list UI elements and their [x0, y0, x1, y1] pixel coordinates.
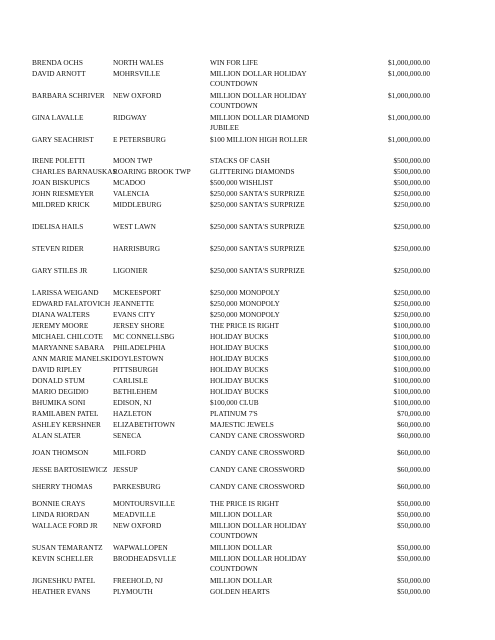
winner-name: GARY SEACHRIST: [32, 135, 94, 144]
winner-row: [0, 354, 495, 365]
winner-city: MIDDLEBURG: [113, 200, 162, 209]
winner-row: [0, 167, 495, 178]
winner-name: JOAN THOMSON: [32, 448, 89, 457]
winner-city: BRODHEADSVLLE: [113, 554, 177, 563]
winner-name: SHERRY THOMAS: [32, 482, 93, 491]
game-name: $250,000 SANTA'S SURPRIZE: [210, 222, 305, 231]
winner-name: LINDA RIORDAN: [32, 510, 90, 519]
winner-name: RAMILABEN PATEL: [32, 409, 99, 418]
game-name: THE PRICE IS RIGHT: [210, 499, 280, 508]
winner-row: [0, 310, 495, 321]
winner-row: [0, 189, 495, 200]
winner-city: FREEHOLD, NJ: [113, 576, 163, 585]
prize-amount: $100,000.00: [393, 332, 430, 341]
prize-amount: $60,000.00: [397, 448, 430, 457]
winner-row: [0, 200, 495, 211]
game-name: CANDY CANE CROSSWORD: [210, 482, 305, 491]
game-name: CANDY CANE CROSSWORD: [210, 431, 305, 440]
winner-city: EVANS CITY: [113, 310, 156, 319]
game-name: HOLIDAY BUCKS: [210, 343, 269, 352]
game-name: MILLION DOLLAR: [210, 543, 273, 552]
winner-name: CHARLES BARNAUSKAS: [32, 167, 117, 176]
winner-row: [0, 332, 495, 343]
winner-row: [0, 398, 495, 409]
winner-row: [0, 576, 495, 587]
winner-city: NEW OXFORD: [113, 91, 162, 100]
winner-row: [0, 266, 495, 277]
winner-city: PHILADELPHIA: [113, 343, 166, 352]
winner-row: [0, 299, 495, 310]
winner-city: HAZLETON: [113, 409, 152, 418]
winner-row: [0, 499, 495, 510]
game-name: $100 MILLION HIGH ROLLER: [210, 135, 308, 144]
prize-amount: $250,000.00: [393, 189, 430, 198]
winner-row: [0, 431, 495, 442]
winner-city: CARLISLE: [113, 376, 148, 385]
game-name: MILLION DOLLAR HOLIDAY COUNTDOWN: [210, 91, 307, 110]
winner-row: [0, 420, 495, 431]
prize-amount: $100,000.00: [393, 376, 430, 385]
winner-row: [0, 288, 495, 299]
prize-amount: $500,000.00: [393, 167, 430, 176]
winner-city: MEADVILLE: [113, 510, 156, 519]
winner-city: JESSUP: [113, 465, 138, 474]
winner-name: GARY STILES JR: [32, 266, 88, 275]
winner-name: ALAN SLATER: [32, 431, 81, 440]
game-name: $250,000 MONOPOLY: [210, 299, 280, 308]
game-name: $100,000 CLUB: [210, 398, 259, 407]
winner-name: BARBARA SCHRIVER: [32, 91, 105, 100]
prize-amount: $250,000.00: [393, 200, 430, 209]
winner-name: ANN MARIE MANELSKI: [32, 354, 113, 363]
winner-name: JESSE BARTOSIEWICZ: [32, 465, 108, 474]
prize-amount: $50,000.00: [397, 587, 430, 596]
winner-name: JEREMY MOORE: [32, 321, 89, 330]
prize-amount: $50,000.00: [397, 521, 430, 530]
game-name: MILLION DOLLAR HOLIDAY COUNTDOWN: [210, 69, 307, 88]
prize-amount: $250,000.00: [393, 288, 430, 297]
winner-row: [0, 482, 495, 493]
game-name: MILLION DOLLAR: [210, 510, 273, 519]
winner-name: DAVID ARNOTT: [32, 69, 86, 78]
winner-row: [0, 91, 495, 110]
prize-amount: $50,000.00: [397, 576, 430, 585]
winner-name: STEVEN RIDER: [32, 244, 84, 253]
winner-city: MOHRSVILLE: [113, 69, 161, 78]
winner-row: [0, 543, 495, 554]
prize-amount: $1,000,000.00: [388, 69, 430, 78]
winner-city: MOON TWP: [113, 156, 153, 165]
winner-name: MARIO DEGIDIO: [32, 387, 89, 396]
prize-amount: $60,000.00: [397, 431, 430, 440]
game-name: HOLIDAY BUCKS: [210, 387, 269, 396]
winner-city: BETHLEHEM: [113, 387, 158, 396]
winner-name: JOAN BISKUPICS: [32, 178, 90, 187]
game-name: MILLION DOLLAR: [210, 576, 273, 585]
prize-amount: $250,000.00: [393, 266, 430, 275]
game-name: STACKS OF CASH: [210, 156, 270, 165]
winner-row: [0, 321, 495, 332]
game-name: HOLIDAY BUCKS: [210, 365, 269, 374]
game-name: PLATINUM 7'S: [210, 409, 258, 418]
prize-amount: $1,000,000.00: [388, 113, 430, 122]
game-name: HOLIDAY BUCKS: [210, 376, 269, 385]
winner-city: DOYLESTOWN: [113, 354, 164, 363]
game-name: GOLDEN HEARTS: [210, 587, 270, 596]
winner-row: [0, 113, 495, 132]
winner-row: [0, 365, 495, 376]
winner-row: [0, 510, 495, 521]
winner-row: [0, 222, 495, 233]
winner-name: LARISSA WEIGAND: [32, 288, 99, 297]
prize-amount: $500,000.00: [393, 178, 430, 187]
prize-amount: $250,000.00: [393, 244, 430, 253]
winner-row: [0, 244, 495, 255]
prize-amount: $250,000.00: [393, 299, 430, 308]
winner-name: DAVID RIPLEY: [32, 365, 82, 374]
prize-amount: $1,000,000.00: [388, 91, 430, 100]
winner-city: HARRISBURG: [113, 244, 161, 253]
winner-row: [0, 135, 495, 146]
winner-row: [0, 465, 495, 476]
winner-city: WEST LAWN: [113, 222, 156, 231]
winner-name: MICHAEL CHILCOTE: [32, 332, 103, 341]
winner-city: PARKESBURG: [113, 482, 161, 491]
prize-amount: $100,000.00: [393, 365, 430, 374]
game-name: HOLIDAY BUCKS: [210, 354, 269, 363]
game-name: CANDY CANE CROSSWORD: [210, 465, 305, 474]
winner-name: BHUMIKA SONI: [32, 398, 86, 407]
winner-row: [0, 156, 495, 167]
winner-name: JIGNESHKU PATEL: [32, 576, 96, 585]
winner-name: ASHLEY KERSHNER: [32, 420, 101, 429]
winner-city: PITTSBURGH: [113, 365, 159, 374]
prize-amount: $50,000.00: [397, 510, 430, 519]
game-name: WIN FOR LIFE: [210, 58, 258, 67]
winner-city: EDISON, NJ: [113, 398, 152, 407]
winner-city: NORTH WALES: [113, 58, 164, 67]
winner-row: [0, 58, 495, 69]
winner-row: [0, 587, 495, 598]
game-name: $250,000 SANTA'S SURPRIZE: [210, 266, 305, 275]
prize-amount: $1,000,000.00: [388, 135, 430, 144]
game-name: $500,000 WISHLIST: [210, 178, 274, 187]
winner-row: [0, 448, 495, 459]
prize-amount: $50,000.00: [397, 499, 430, 508]
prize-amount: $250,000.00: [393, 222, 430, 231]
winner-city: JERSEY SHORE: [113, 321, 165, 330]
winner-city: MC CONNELLSBG: [113, 332, 175, 341]
winner-city: ELIZABETHTOWN: [113, 420, 175, 429]
winner-city: VALENCIA: [113, 189, 150, 198]
winner-city: JEANNETTE: [113, 299, 154, 308]
winner-city: PLYMOUTH: [113, 587, 153, 596]
prize-amount: $500,000.00: [393, 156, 430, 165]
prize-amount: $60,000.00: [397, 482, 430, 491]
winner-row: [0, 343, 495, 354]
game-name: GLITTERING DIAMONDS: [210, 167, 295, 176]
game-name: $250,000 MONOPOLY: [210, 288, 280, 297]
winner-city: RIDGWAY: [113, 113, 147, 122]
winner-city: WAPWALLOPEN: [113, 543, 168, 552]
winner-name: JOHN RIESMEYER: [32, 189, 94, 198]
winner-name: BONNIE CRAYS: [32, 499, 86, 508]
winner-name: EDWARD FALATOVICH: [32, 299, 111, 308]
prize-amount: $50,000.00: [397, 554, 430, 563]
winner-row: [0, 387, 495, 398]
winner-name: IDELISA HAILS: [32, 222, 84, 231]
prize-amount: $100,000.00: [393, 398, 430, 407]
winner-city: LIGONIER: [113, 266, 148, 275]
winner-row: [0, 376, 495, 387]
winner-city: E PETERSBURG: [113, 135, 166, 144]
winner-city: MCADOO: [113, 178, 146, 187]
game-name: $250,000 MONOPOLY: [210, 310, 280, 319]
winner-name: WALLACE FORD JR: [32, 521, 98, 530]
winner-name: BRENDA OCHS: [32, 58, 83, 67]
game-name: $250,000 SANTA'S SURPRIZE: [210, 244, 305, 253]
winner-city: MILFORD: [113, 448, 146, 457]
prize-amount: $70,000.00: [397, 409, 430, 418]
prize-amount: $100,000.00: [393, 343, 430, 352]
winner-row: [0, 554, 495, 573]
winner-name: DONALD STUM: [32, 376, 85, 385]
game-name: MILLION DOLLAR HOLIDAY COUNTDOWN: [210, 554, 307, 573]
winner-name: KEVIN SCHELLER: [32, 554, 94, 563]
winner-city: NEW OXFORD: [113, 521, 162, 530]
prize-amount: $100,000.00: [393, 387, 430, 396]
winner-name: SUSAN TEMARANTZ: [32, 543, 103, 552]
winner-name: MILDRED KRICK: [32, 200, 90, 209]
winner-name: IRENE POLETTI: [32, 156, 85, 165]
game-name: MILLION DOLLAR DIAMOND JUBILEE: [210, 113, 310, 132]
prize-amount: $1,000,000.00: [388, 58, 430, 67]
game-name: MAJESTIC JEWELS: [210, 420, 274, 429]
game-name: CANDY CANE CROSSWORD: [210, 448, 305, 457]
winner-name: GINA LAVALLE: [32, 113, 84, 122]
game-name: $250,000 SANTA'S SURPRIZE: [210, 189, 305, 198]
prize-amount: $100,000.00: [393, 354, 430, 363]
winner-name: HEATHER EVANS: [32, 587, 91, 596]
prize-amount: $60,000.00: [397, 420, 430, 429]
winner-city: SENECA: [113, 431, 142, 440]
prize-amount: $250,000.00: [393, 310, 430, 319]
prize-amount: $50,000.00: [397, 543, 430, 552]
game-name: THE PRICE IS RIGHT: [210, 321, 280, 330]
prize-amount: $100,000.00: [393, 321, 430, 330]
winner-name: MARYANNE SABARA: [32, 343, 105, 352]
prize-amount: $60,000.00: [397, 465, 430, 474]
winner-row: [0, 409, 495, 420]
winner-city: MONTOURSVILLE: [113, 499, 175, 508]
game-name: MILLION DOLLAR HOLIDAY COUNTDOWN: [210, 521, 307, 540]
winner-row: [0, 69, 495, 88]
game-name: $250,000 SANTA'S SURPRIZE: [210, 200, 305, 209]
winner-row: [0, 521, 495, 540]
winner-city: ROARING BROOK TWP: [113, 167, 191, 176]
winner-row: [0, 178, 495, 189]
winner-name: DIANA WALTERS: [32, 310, 90, 319]
game-name: HOLIDAY BUCKS: [210, 332, 269, 341]
winner-city: MCKEESPORT: [113, 288, 161, 297]
